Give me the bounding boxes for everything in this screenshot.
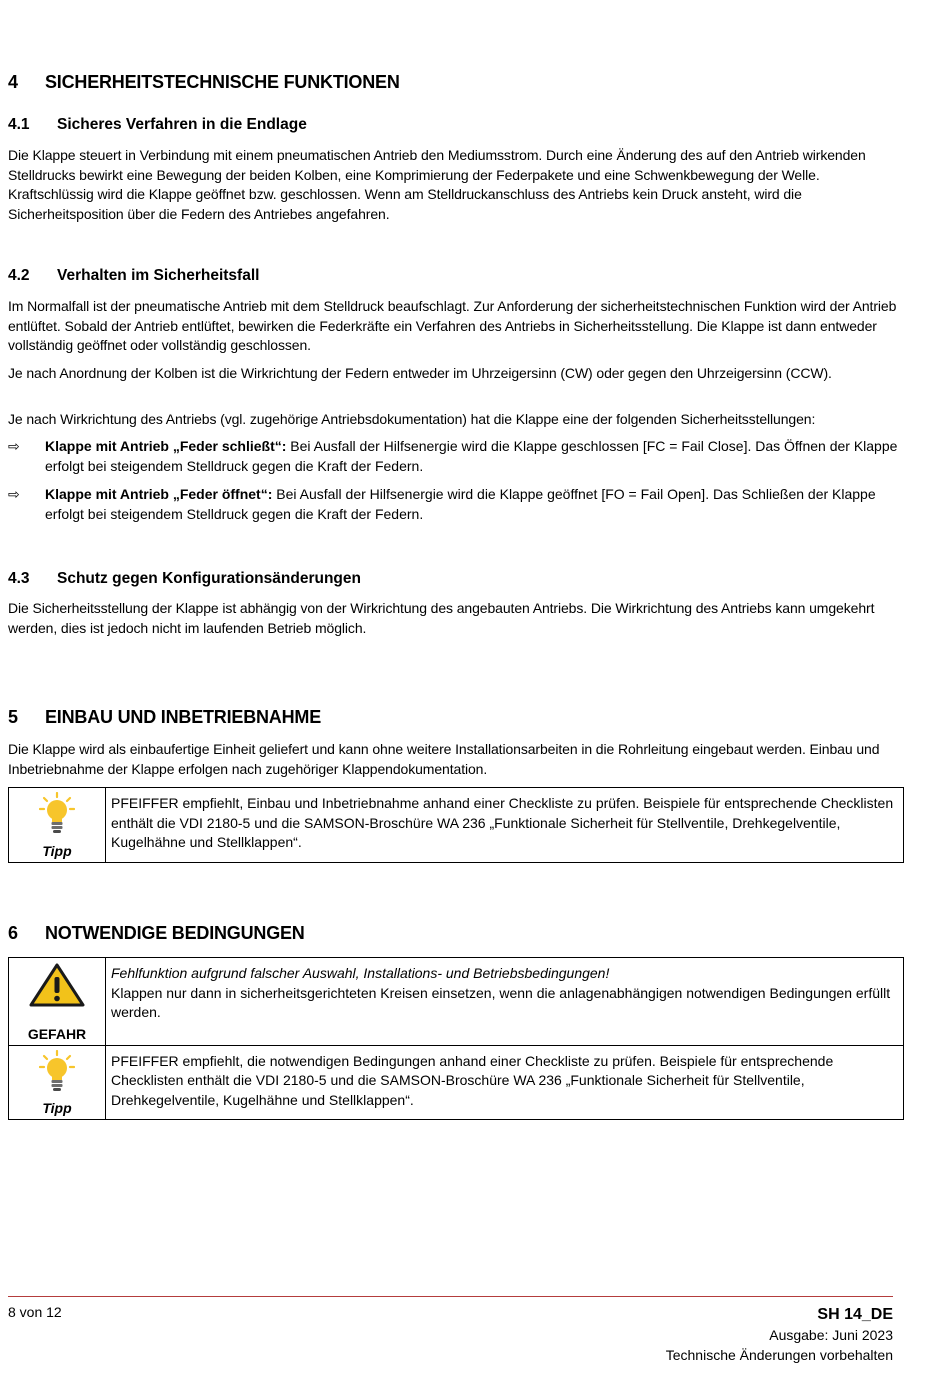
subsection-title: Verhalten im Sicherheitsfall <box>57 267 260 284</box>
list-item <box>8 485 898 524</box>
warning-triangle-icon <box>28 962 86 1008</box>
danger-icon-cell <box>9 958 106 1046</box>
tip-label: Tipp <box>42 842 72 859</box>
section-4-2-heading <box>8 266 259 286</box>
section-number: 4 <box>8 72 18 92</box>
section-number: 6 <box>8 923 18 943</box>
subsection-number: 4.1 <box>8 116 30 133</box>
page-number: 8 von 12 <box>8 1304 62 1320</box>
edition: Ausgabe: Juni 2023 <box>769 1327 893 1343</box>
paragraph: Die Sicherheitsstellung der Klappe ist abhängig von der Wirkrichtung des angebauten Antriebs. Die Wirkrichtung des Antriebs kann umgekehrt werden, dies ist jedoch nicht im laufenden Betrieb möglich. <box>8 600 875 636</box>
section-title: SICHERHEITSTECHNISCHE FUNKTIONEN <box>45 72 400 92</box>
arrow-right-icon: ⇨ <box>8 486 20 502</box>
footer-divider <box>8 1296 893 1297</box>
tip-row <box>9 1045 904 1120</box>
subsection-title: Schutz gegen Konfigurationsänderungen <box>57 570 361 587</box>
list-item-text <box>45 485 898 524</box>
danger-content <box>106 958 904 1046</box>
tip-label: Tipp <box>42 1100 72 1116</box>
paragraph: Im Normalfall ist der pneumatische Antrieb mit dem Stelldruck beaufschlagt. Zur Anforderung der sicherheitstechnischen Funktion wird der Antrieb entlüftet. Sobald der Antrieb entlüftet, bewirken die Federkräfte ein Verfahren des Antriebs in Sicherheitsstellung. Die Klappe ist dann entweder vollständig geöffnet oder vollständig geschlossen. <box>8 298 897 353</box>
disclaimer: Technische Änderungen vorbehalten <box>665 1347 893 1363</box>
section-4-heading <box>8 73 400 93</box>
tip-box <box>8 787 904 863</box>
notice-table <box>8 957 904 1120</box>
section-number: 5 <box>8 707 18 727</box>
section-4-3-heading <box>8 569 361 589</box>
list-item-body: Bei Ausfall der Hilfsenergie wird die Klappe geschlossen [FC = Fail Close]. Das Öffnen der Klappe erfolgt bei steigendem Stelldruck gegen die Kraft der Federn. <box>45 438 898 474</box>
tip-text: PFEIFFER empfiehlt, die notwendigen Bedingungen anhand einer Checkliste zu prüfen. Beispiele für entsprechende Checklisten enthält die VDI 2180-5 und die SAMSON-Broschüre WA 236 „Funktionale Sicherheit für Stellventile, Drehkegelventile, Kugelhähne und Stellklappen“. <box>106 1045 904 1120</box>
paragraph: Die Klappe steuert in Verbindung mit einem pneumatischen Antrieb den Mediumsstrom. Durch eine Änderung des auf den Antrieb wirkenden Stelldrucks bewirkt eine Bewegung der beiden Kolben, eine Komprimierung der Federpakete und eine Schwenkbewegung der Welle. Kraftschlüssig wird die Klappe geöffnet bzw. geschlossen. Wenn am Stelldruckanschluss des Antriebs kein Druck ansteht, wird die Sicherheitsposition über die Federn des Antriebes angefahren. <box>8 147 866 222</box>
arrow-right-icon: ⇨ <box>8 438 20 454</box>
document-id: SH 14_DE <box>817 1306 893 1323</box>
danger-label: GEFAHR <box>27 1025 87 1042</box>
section-6-heading <box>8 924 305 944</box>
subsection-number: 4.2 <box>8 267 30 284</box>
list-item-bold: Klappe mit Antrieb „Feder öffnet“: <box>45 486 273 502</box>
section-4-1-heading <box>8 115 307 135</box>
list-item <box>8 437 898 476</box>
section-5-heading <box>8 708 321 728</box>
paragraph: Je nach Wirkrichtung des Antriebs (vgl. zugehörige Antriebsdokumentation) hat die Klappe eine der folgenden Sicherheitsstellungen: <box>8 411 816 427</box>
footer-info <box>666 1305 893 1365</box>
tip-icon-cell <box>9 1045 106 1120</box>
lightbulb-icon <box>39 792 75 836</box>
paragraph: Je nach Anordnung der Kolben ist die Wirkrichtung der Federn entweder im Uhrzeigersinn (CW) oder gegen den Uhrzeigersinn (CCW). <box>8 365 832 381</box>
danger-text: Klappen nur dann in sicherheitsgerichteten Kreisen einsetzen, wenn die anlagenabhängigen notwendigen Bedingungen erfüllt werden. <box>111 984 891 1020</box>
tip-text: PFEIFFER empfiehlt, Einbau und Inbetriebnahme anhand einer Checkliste zu prüfen. Beispiele für entsprechende Checklisten enthält die VDI 2180-5 und die SAMSON-Broschüre WA 236 „Funktionale Sicherheit für Stellventile, Drehkegelventile, Kugelhähne und Stellklappen“. <box>106 788 904 863</box>
subsection-title: Sicheres Verfahren in die Endlage <box>57 116 307 133</box>
list-item-bold: Klappe mit Antrieb „Feder schließt“: <box>45 438 287 454</box>
list-item-text <box>45 437 898 476</box>
list-item-body: Bei Ausfall der Hilfsenergie wird die Klappe geöffnet [FO = Fail Open]. Das Schließen der Klappe erfolgt bei steigendem Stelldruck gegen die Kraft der Federn. <box>45 486 876 522</box>
lightbulb-icon <box>39 1050 75 1094</box>
paragraph: Die Klappe wird als einbaufertige Einheit geliefert und kann ohne weitere Installationsarbeiten in die Rohrleitung eingebaut werden. Einbau und Inbetriebnahme der Klappe erfolgen nach zugehöriger Klappendokumentation. <box>8 741 880 777</box>
danger-row <box>9 958 904 1046</box>
subsection-number: 4.3 <box>8 570 30 587</box>
section-title: EINBAU UND INBETRIEBNAHME <box>45 707 322 727</box>
danger-title: Fehlfunktion aufgrund falscher Auswahl, Installations- und Betriebsbedingungen! <box>111 965 610 981</box>
section-title: NOTWENDIGE BEDINGUNGEN <box>45 923 305 943</box>
tip-icon-cell <box>9 788 106 863</box>
